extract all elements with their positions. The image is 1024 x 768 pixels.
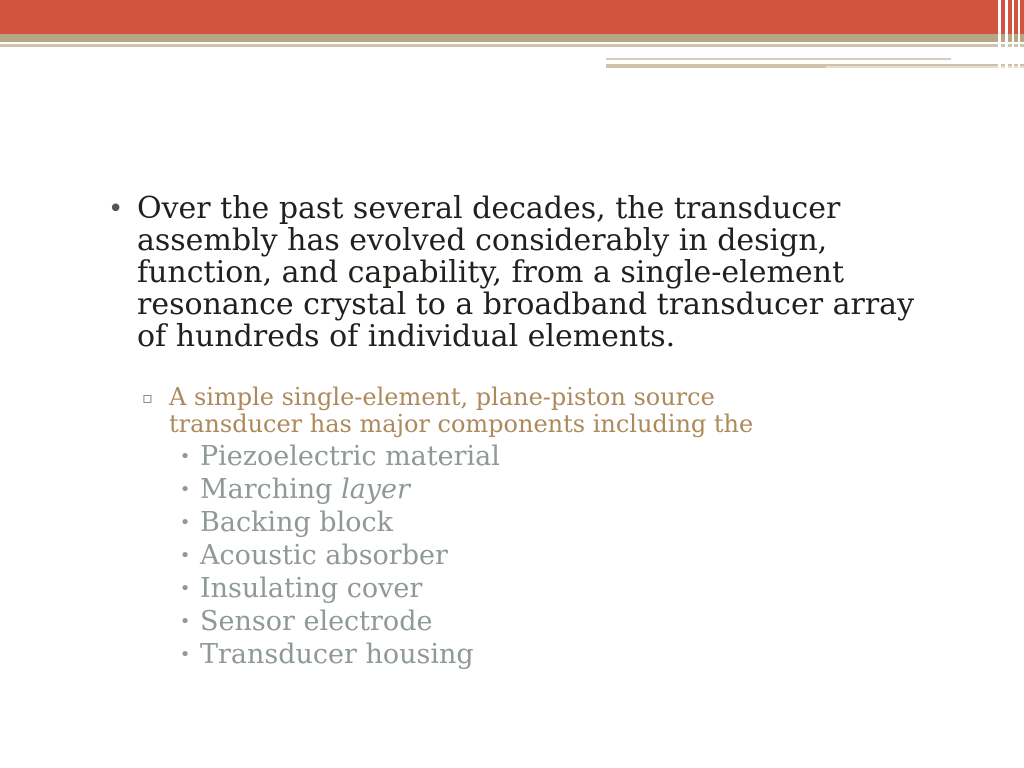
header-tan-bar: [0, 34, 1024, 42]
bullet-icon: •: [179, 644, 191, 665]
slide-body: [108, 193, 968, 671]
list-item-text: Insulating cover: [200, 573, 423, 604]
list-item: [170, 506, 968, 539]
bullet-icon: •: [179, 545, 191, 566]
list-item-text: Sensor electrode: [200, 606, 433, 637]
bullet-icon: •: [179, 578, 191, 599]
list-item-text: Marching layer: [200, 474, 410, 505]
list-item-text: Piezoelectric material: [200, 441, 500, 472]
header-rule: [0, 44, 1024, 47]
list-item: [170, 440, 968, 473]
main-bullet-point: [108, 193, 968, 353]
sub-bullet-point: [142, 384, 968, 438]
list-item: [170, 638, 968, 671]
bullet-icon: •: [179, 512, 191, 533]
header-red-bar: [0, 0, 1024, 34]
list-item: [170, 539, 968, 572]
components-list: [170, 440, 968, 671]
header-accent-line: [606, 58, 951, 60]
list-item-text: Backing block: [200, 507, 393, 538]
sub-point-text: A simple single-element, plane-piston source transducer has major components including the: [169, 383, 754, 438]
bullet-icon: •: [108, 194, 124, 224]
square-bullet-icon: ▫: [142, 388, 153, 407]
list-item: [170, 473, 968, 506]
list-item: [170, 572, 968, 605]
main-point-text: Over the past several decades, the transducer assembly has evolved considerably in design, function, and capability, from a single-element resonance crystal to a broadband transducer array of hundreds of individual elements.: [137, 191, 915, 354]
list-item-text: Acoustic absorber: [200, 540, 448, 571]
list-item-text: Transducer housing: [200, 639, 474, 670]
list-item: [170, 605, 968, 638]
bullet-icon: •: [179, 611, 191, 632]
bullet-icon: •: [179, 446, 191, 467]
italic-word: layer: [341, 474, 410, 505]
bullet-icon: •: [179, 479, 191, 500]
header-vertical-stripes: [994, 0, 1024, 74]
